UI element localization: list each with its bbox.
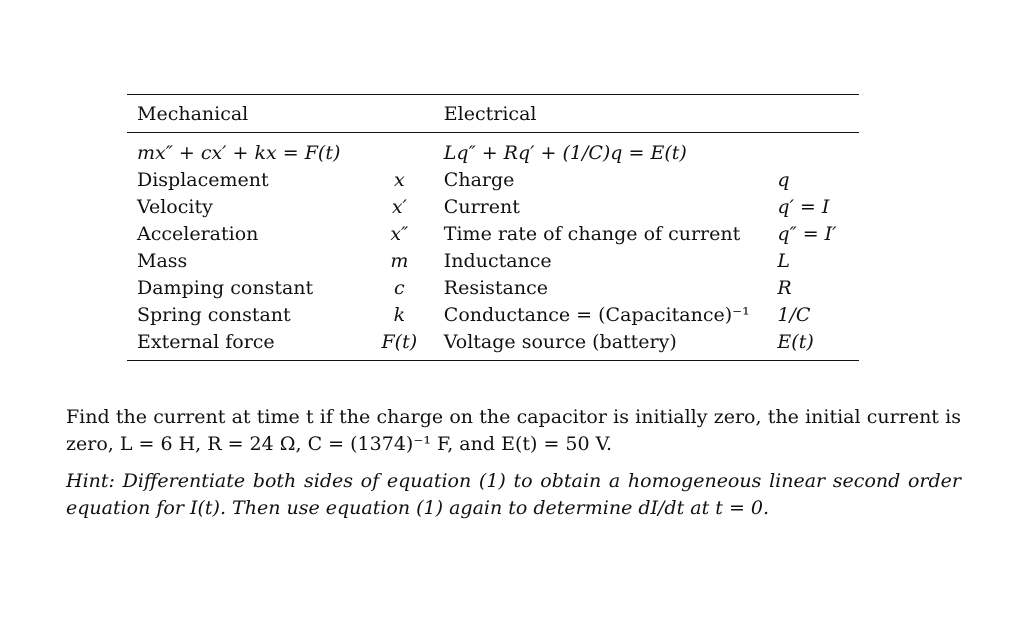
mechanical-label: External force: [137, 330, 275, 353]
table-row: [127, 247, 859, 274]
electrical-symbol: [767, 133, 859, 167]
mechanical-label: Acceleration: [137, 222, 259, 245]
analogy-table-container: [127, 94, 859, 361]
header-mechanical: Mechanical: [137, 102, 249, 125]
mechanical-label: Velocity: [137, 195, 213, 218]
electrical-symbol: q: [777, 168, 790, 191]
electrical-symbol: L: [777, 249, 791, 272]
electrical-symbol: 1/C: [777, 303, 811, 326]
mechanical-label: Spring constant: [137, 303, 291, 326]
electrical-label: Voltage source (battery): [443, 330, 677, 353]
electrical-label: Conductance = (Capacitance)⁻¹: [443, 303, 750, 326]
electrical-label: Resistance: [443, 276, 549, 299]
mechanical-symbol: [365, 133, 434, 167]
table-row: [127, 274, 859, 301]
mechanical-label: Damping constant: [137, 276, 314, 299]
electrical-label: Charge: [443, 168, 515, 191]
electrical-symbol: R: [777, 276, 792, 299]
electrical-symbol: q″ = I′: [777, 222, 837, 245]
mechanical-symbol: x: [393, 168, 405, 191]
electrical-label: Time rate of change of current: [443, 222, 741, 245]
mechanical-symbol: x″: [390, 222, 409, 245]
mechanical-symbol: x′: [391, 195, 407, 218]
table-row: [127, 301, 859, 328]
electrical-symbol: q′ = I: [777, 195, 830, 218]
mechanical-symbol: m: [390, 249, 409, 272]
hint-text: Hint: Differentiate both sides of equation (1) to obtain a homogeneous linear second order equation for I(t). Then use equation (1) again to determine dI/dt at t = 0.: [66, 470, 961, 519]
mechanical-label: Displacement: [137, 168, 269, 191]
mechanical-label: Mass: [137, 249, 188, 272]
table-header-row: [127, 95, 859, 133]
problem-statement: [66, 404, 961, 522]
table-row: [127, 328, 859, 361]
electrical-symbol: E(t): [777, 330, 814, 353]
table-row: [127, 166, 859, 193]
header-electrical: Electrical: [443, 102, 537, 125]
table-row: [127, 193, 859, 220]
electrical-label: Inductance: [443, 249, 552, 272]
analogy-table: [127, 94, 859, 361]
mechanical-symbol: F(t): [381, 330, 418, 353]
problem-text: Find the current at time t if the charge on the capacitor is initially zero, the initial current is zero, L = 6 H, R = 24 Ω, C = (1374)⁻¹ F, and E(t) = 50 V.: [66, 406, 961, 455]
table-row: [127, 133, 859, 167]
table-row: [127, 220, 859, 247]
mechanical-equation: mx″ + cx′ + kx = F(t): [137, 141, 341, 164]
mechanical-symbol: c: [394, 276, 405, 299]
mechanical-symbol: k: [393, 303, 406, 326]
electrical-equation: Lq″ + Rq′ + (1/C)q = E(t): [443, 141, 687, 164]
electrical-label: Current: [443, 195, 520, 218]
